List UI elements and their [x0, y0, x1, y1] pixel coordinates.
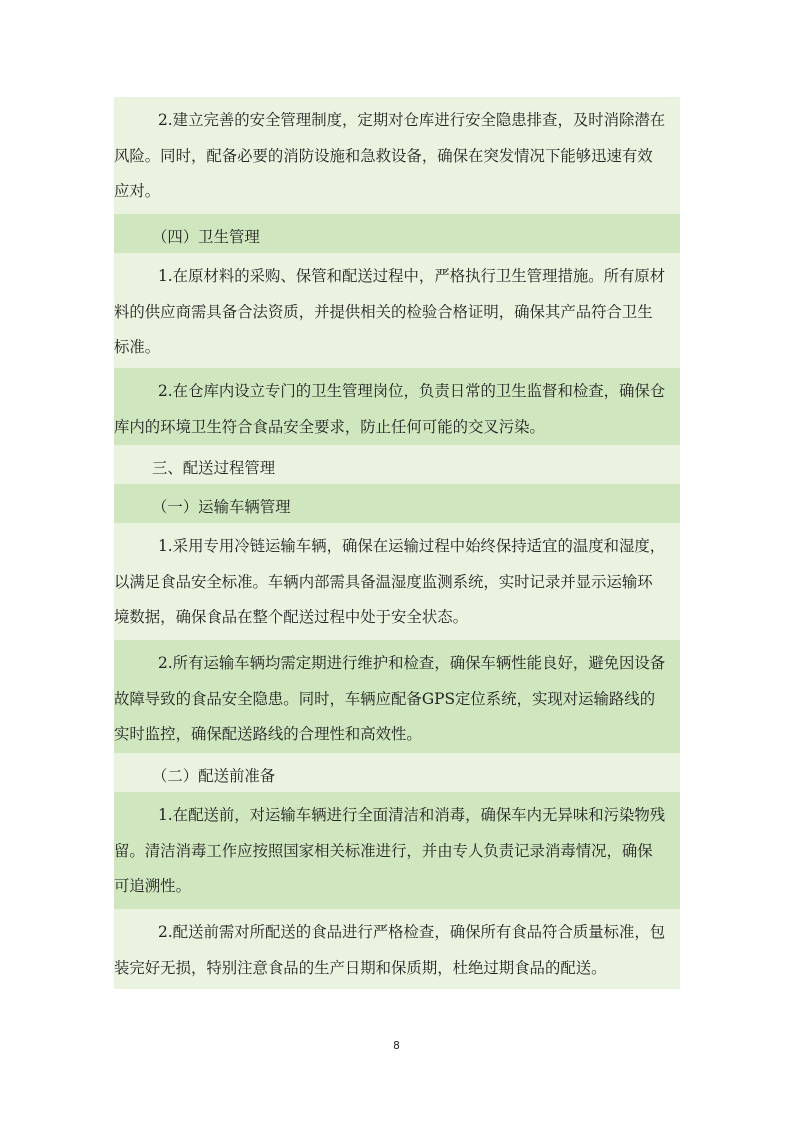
- text-line: 2.所有运输车辆均需定期进行维护和检查，确保车辆性能良好，避免因设备: [158, 654, 666, 672]
- text-line: 料的供应商需具备合法资质，并提供相关的检验合格证明，确保其产品符合卫生: [114, 302, 653, 321]
- heading-vehicle-management: [114, 484, 680, 523]
- text-line: 可追溯性。: [114, 877, 191, 895]
- text-line: 实时监控，确保配送路线的合理性和高效性。: [114, 725, 422, 743]
- heading-text: （一）运输车辆管理: [152, 498, 291, 516]
- text-line: 留。清洁消毒工作应按照国家相关标准进行，并由专人负责记录消毒情况，确保: [114, 841, 653, 860]
- text-line: 标准。: [114, 338, 161, 356]
- heading-text: 三、配送过程管理: [152, 459, 276, 477]
- text-line: 库内的环境卫生符合食品安全要求，防止任何可能的交叉污染。: [114, 417, 545, 436]
- text-line: 1.在原材料的采购、保管和配送过程中，严格执行卫生管理措施。所有原材: [158, 267, 666, 285]
- text-line: 1.采用专用冷链运输车辆，确保在运输过程中始终保持适宜的温度和湿度，: [158, 537, 666, 555]
- text-line: 1.在配送前，对运输车辆进行全面清洁和消毒，确保车内无异味和污染物残: [158, 806, 666, 824]
- paragraph-safety-management: [114, 97, 680, 214]
- paragraph-food-inspection: [114, 909, 680, 989]
- paragraph-cold-chain-vehicles: [114, 523, 680, 640]
- heading-text: （四）卫生管理: [152, 228, 260, 246]
- text-line: 以满足食品安全标准。车辆内部需具备温湿度监测系统，实时记录并显示运输环: [114, 572, 653, 591]
- paragraph-vehicle-disinfection: [114, 792, 680, 909]
- heading-delivery-preparation: [114, 753, 680, 792]
- text-line: 2.配送前需对所配送的食品进行严格检查，确保所有食品符合质量标准，包: [158, 923, 666, 941]
- text-line: 应对。: [114, 182, 161, 200]
- text-line: 故障导致的食品安全隐患。同时，车辆应配备GPS定位系统，实现对运输路线的: [114, 689, 656, 708]
- heading-hygiene-management: [114, 214, 680, 253]
- text-line: 2.建立完善的安全管理制度，定期对仓库进行安全隐患排查，及时消除潜在: [158, 111, 666, 129]
- text-line: 2.在仓库内设立专门的卫生管理岗位，负责日常的卫生监督和检查，确保仓: [158, 382, 666, 400]
- text-line: 风险。同时，配备必要的消防设施和急救设备，确保在突发情况下能够迅速有效: [114, 146, 653, 165]
- page-number: 8: [393, 1040, 400, 1052]
- document-body: [114, 97, 680, 989]
- heading-text: （二）配送前准备: [152, 767, 276, 785]
- text-line: 境数据，确保食品在整个配送过程中处于安全状态。: [114, 608, 468, 626]
- text-line: 装完好无损，特别注意食品的生产日期和保质期，杜绝过期食品的配送。: [114, 958, 607, 977]
- paragraph-raw-material-hygiene: [114, 253, 680, 368]
- paragraph-warehouse-hygiene-post: [114, 368, 680, 445]
- heading-delivery-process: [114, 445, 680, 484]
- paragraph-vehicle-maintenance: [114, 640, 680, 753]
